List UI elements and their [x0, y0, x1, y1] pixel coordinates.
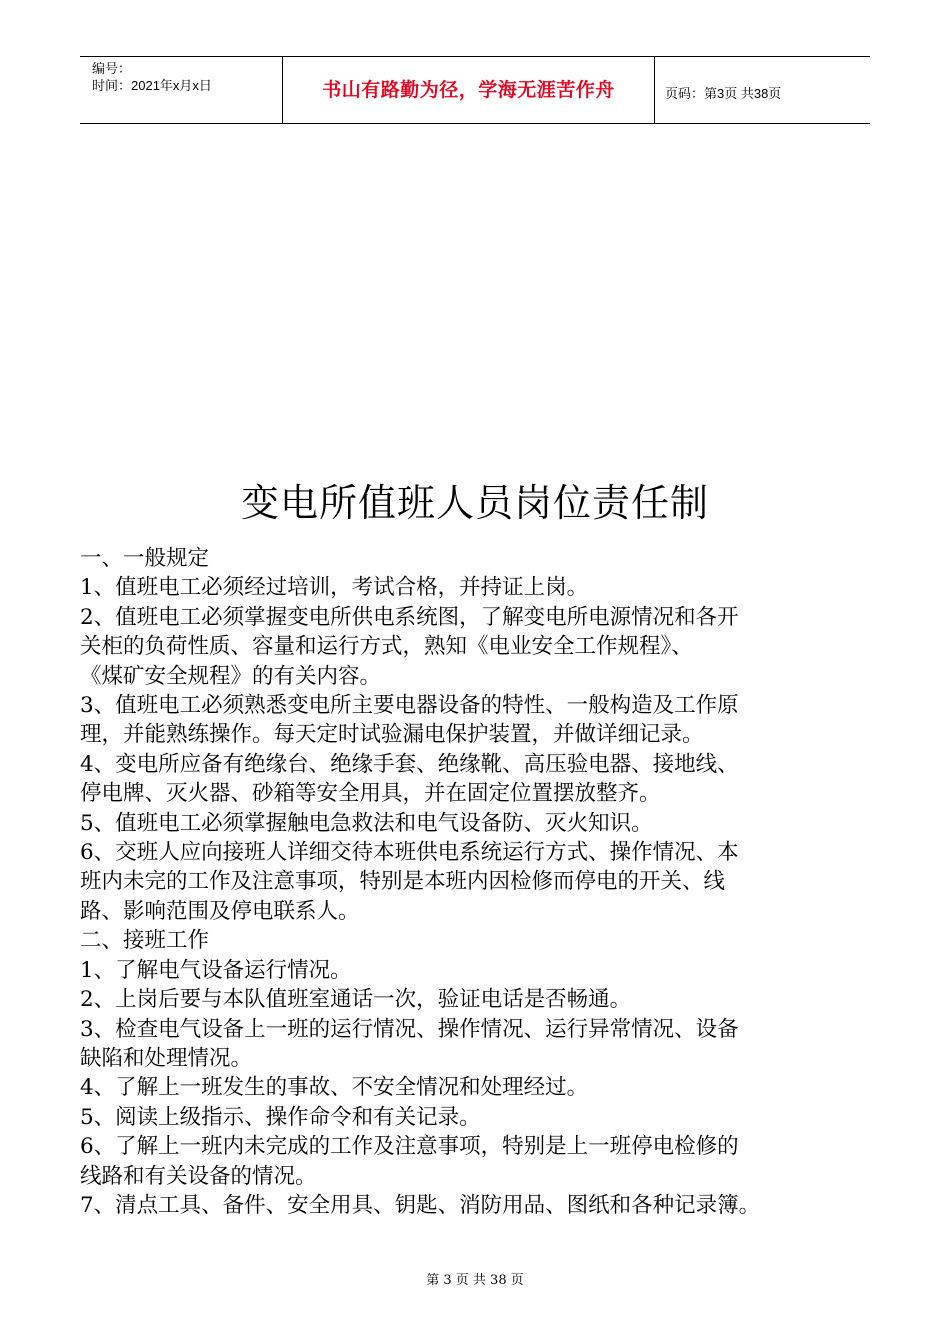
body-line: 关柜的负荷性质、容量和运行方式，熟知《电业安全工作规程》、 — [80, 634, 693, 660]
header-meta — [80, 57, 282, 123]
body-line: 3、值班电工必须熟悉变电所主要电器设备的特性、一般构造及工作原 — [80, 693, 739, 719]
document-number-label: 编号： — [92, 61, 132, 76]
page-footer: 第 3 页 共 38 页 — [426, 1273, 524, 1288]
body-line: 一、一般规定 — [80, 546, 210, 571]
body-line: 5、阅读上级指示、操作命令和有关记录。 — [80, 1104, 481, 1130]
header-motto: 书山有路勤为径，学海无涯苦作舟 — [322, 79, 615, 101]
body-line: 1、值班电工必须经过培训，考试合格，并持证上岗。 — [80, 575, 589, 601]
body-line: 3、检查电气设备上一班的运行情况、操作情况、运行异常情况、设备 — [80, 1016, 739, 1042]
header-page-info: 页码：第3页 共38页 — [665, 86, 782, 101]
body-line: 理，并能熟练操作。每天定时试验漏电保护装置，并做详细记录。 — [80, 722, 704, 748]
body-line: 停电牌、灭火器、砂箱等安全用具，并在固定位置摆放整齐。 — [80, 781, 661, 807]
body-line: 2、上岗后要与本队值班室通话一次，验证电话是否畅通。 — [80, 987, 632, 1013]
document-title: 变电所值班人员岗位责任制 — [240, 481, 709, 525]
body-line: 5、值班电工必须掌握触电急救法和电气设备防、灭火知识。 — [80, 810, 653, 836]
body-line: 缺陷和处理情况。 — [80, 1045, 253, 1071]
page-header — [80, 56, 870, 124]
document-body — [80, 544, 870, 1220]
body-line: 二、接班工作 — [80, 928, 210, 954]
body-line: 7、清点工具、备件、安全用具、钥匙、消防用品、图纸和各种记录簿。 — [80, 1192, 761, 1218]
body-line: 路、影响范围及停电联系人。 — [80, 898, 360, 924]
body-line: 2、值班电工必须掌握变电所供电系统图，了解变电所电源情况和各开 — [80, 604, 739, 630]
body-line: 4、变电所应备有绝缘台、绝缘手套、绝缘靴、高压验电器、接地线、 — [80, 751, 739, 777]
body-line: 6、交班人应向接班人详细交待本班供电系统运行方式、操作情况、本 — [80, 840, 739, 866]
body-line: 4、了解上一班发生的事故、不安全情况和处理经过。 — [80, 1075, 589, 1101]
body-line: 线路和有关设备的情况。 — [80, 1163, 317, 1189]
document-date-label: 时间：2021年x月x日 — [92, 78, 212, 93]
body-line: 班内未完的工作及注意事项，特别是本班内因检修而停电的开关、线 — [80, 869, 726, 895]
header-motto-cell — [282, 57, 655, 123]
body-line: 6、了解上一班内未完成的工作及注意事项，特别是上一班停电检修的 — [80, 1134, 739, 1160]
body-line: 1、了解电气设备运行情况。 — [80, 957, 352, 983]
body-line: 《煤矿安全规程》的有关内容。 — [80, 663, 382, 689]
